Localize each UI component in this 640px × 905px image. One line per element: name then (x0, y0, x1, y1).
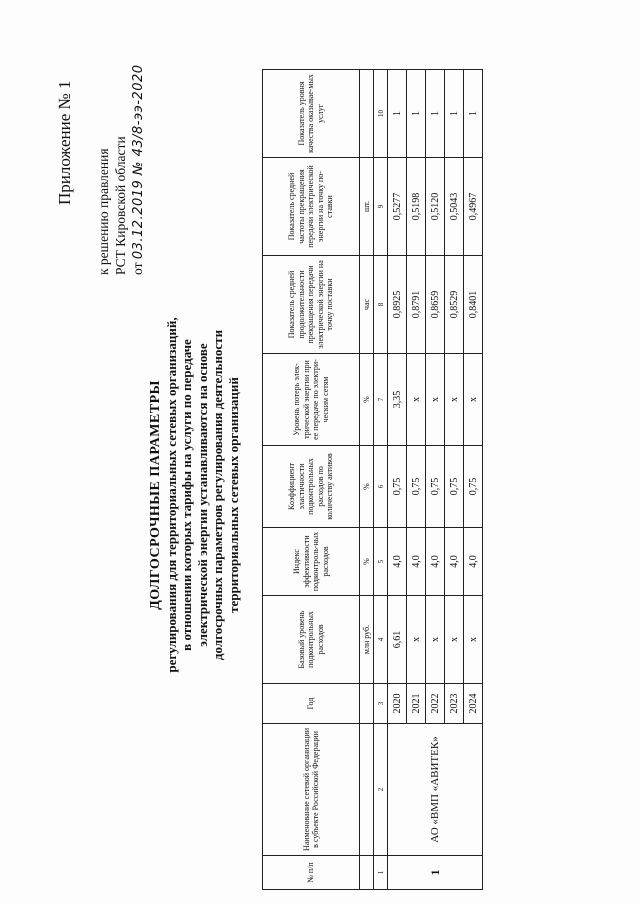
value-cell: 1 (388, 70, 407, 158)
value-cell: 0,8659 (426, 256, 445, 354)
value-cell: 0,75 (407, 446, 426, 528)
value-cell: 0,8925 (388, 256, 407, 354)
appendix-label: Приложение № 1 (55, 80, 74, 205)
title-main: ДОЛГОСРОЧНЫЕ ПАРАМЕТРЫ (148, 380, 163, 610)
value-cell: 0,5277 (388, 158, 407, 256)
header-cell: Показатель средней частоты прекращения передачи электрической энергии на точку по-ставки (263, 158, 360, 256)
decision-line-2: РСТ Кировской области (113, 136, 128, 275)
value-cell: 0,8401 (464, 256, 483, 354)
value-cell: 0,75 (388, 446, 407, 528)
value-cell: 4,0 (445, 528, 464, 596)
header-cell: Коэффициент эластичности подконтрольных расходов по количеству активов (263, 446, 360, 528)
value-cell: 0,75 (464, 446, 483, 528)
header-cell: Базовый уровень подконтрольных расходов (263, 596, 360, 684)
value-cell: 0,5043 (445, 158, 464, 256)
year-cell: 2023 (445, 684, 464, 724)
column-number-cell: 5 (374, 528, 388, 596)
value-cell: 1 (407, 70, 426, 158)
table-header-row (263, 70, 360, 890)
decision-line-1: к решению правления (96, 148, 111, 275)
value-cell: 4,0 (426, 528, 445, 596)
unit-cell: час (360, 256, 374, 354)
value-cell: 0,8529 (445, 256, 464, 354)
value-cell: x (407, 596, 426, 684)
column-number-cell: 7 (374, 354, 388, 446)
value-cell: 0,75 (445, 446, 464, 528)
unit-cell (360, 724, 374, 856)
value-cell: 4,0 (464, 528, 483, 596)
year-cell: 2021 (407, 684, 426, 724)
decision-handwritten-number: 03.12.2019 № 43/8-ээ-2020 (131, 64, 146, 260)
header-cell: № п/п (263, 856, 360, 890)
value-cell: 3,35 (388, 354, 407, 446)
decision-prefix: от (130, 262, 145, 275)
column-number-cell: 2 (374, 724, 388, 856)
column-number-cell: 3 (374, 684, 388, 724)
table-column-numbers-row (374, 70, 388, 890)
title-line-5: долгосрочных параметров регулирования деятельности (210, 329, 225, 661)
parameters-table (262, 69, 483, 890)
table-row (388, 70, 407, 890)
column-number-cell: 1 (374, 856, 388, 890)
column-number-cell: 4 (374, 596, 388, 684)
title-line-2: регулирования для территориальных сетевых организаций, (163, 317, 179, 673)
value-cell: 1 (426, 70, 445, 158)
unit-cell (360, 856, 374, 890)
unit-cell: млн руб. (360, 596, 374, 684)
value-cell: 0,5198 (407, 158, 426, 256)
column-number-cell: 8 (374, 256, 388, 354)
header-cell: Показатель средней продолжительности прекращения передачи электрической энергии на точку поставки (263, 256, 360, 354)
column-number-cell: 10 (374, 70, 388, 158)
value-cell: 4,0 (388, 528, 407, 596)
value-cell: 1 (445, 70, 464, 158)
value-cell: 4,0 (407, 528, 426, 596)
header-cell: Индекс эффективности подконтроль-ных расходов (263, 528, 360, 596)
decision-reference (95, 64, 147, 275)
row-number-cell: 1 (388, 856, 483, 890)
value-cell: x (407, 354, 426, 446)
unit-cell: % (360, 446, 374, 528)
value-cell: x (426, 596, 445, 684)
value-cell: 0,5120 (426, 158, 445, 256)
unit-cell (360, 70, 374, 158)
document-title (148, 215, 241, 775)
header-cell: Показатель уровня качества оказывае-мых услуг (263, 70, 360, 158)
column-number-cell: 6 (374, 446, 388, 528)
header-cell: Уровень потерь элек-трической энергии при ее передаче по электри-ческим сетям (263, 354, 360, 446)
value-cell: 0,4967 (464, 158, 483, 256)
table-units-row (360, 70, 374, 890)
unit-cell: % (360, 354, 374, 446)
title-line-6: территориальных сетевых организаций (225, 377, 241, 613)
decision-line-3 (129, 64, 147, 275)
year-cell: 2022 (426, 684, 445, 724)
column-number-cell: 9 (374, 158, 388, 256)
value-cell: x (445, 354, 464, 446)
organization-name-cell: АО «ВМП «АВИТЕК» (388, 724, 483, 856)
value-cell: x (464, 354, 483, 446)
value-cell: 6,61 (388, 596, 407, 684)
unit-cell (360, 684, 374, 724)
value-cell: x (426, 354, 445, 446)
header-cell: Наименование сетевой организации в субъекте Российской Федерации (263, 724, 360, 856)
header-cell: Год (263, 684, 360, 724)
value-cell: 0,75 (426, 446, 445, 528)
year-cell: 2024 (464, 684, 483, 724)
value-cell: 1 (464, 70, 483, 158)
value-cell: x (445, 596, 464, 684)
year-cell: 2020 (388, 684, 407, 724)
rotated-sheet (0, 35, 640, 905)
title-line-3: в отношении которых тарифы на услуги по передаче (179, 339, 194, 651)
value-cell: x (464, 596, 483, 684)
title-line-4: электрической энергии устанавливаются на основе (194, 343, 210, 647)
unit-cell: % (360, 528, 374, 596)
value-cell: 0,8791 (407, 256, 426, 354)
unit-cell: шт. (360, 158, 374, 256)
